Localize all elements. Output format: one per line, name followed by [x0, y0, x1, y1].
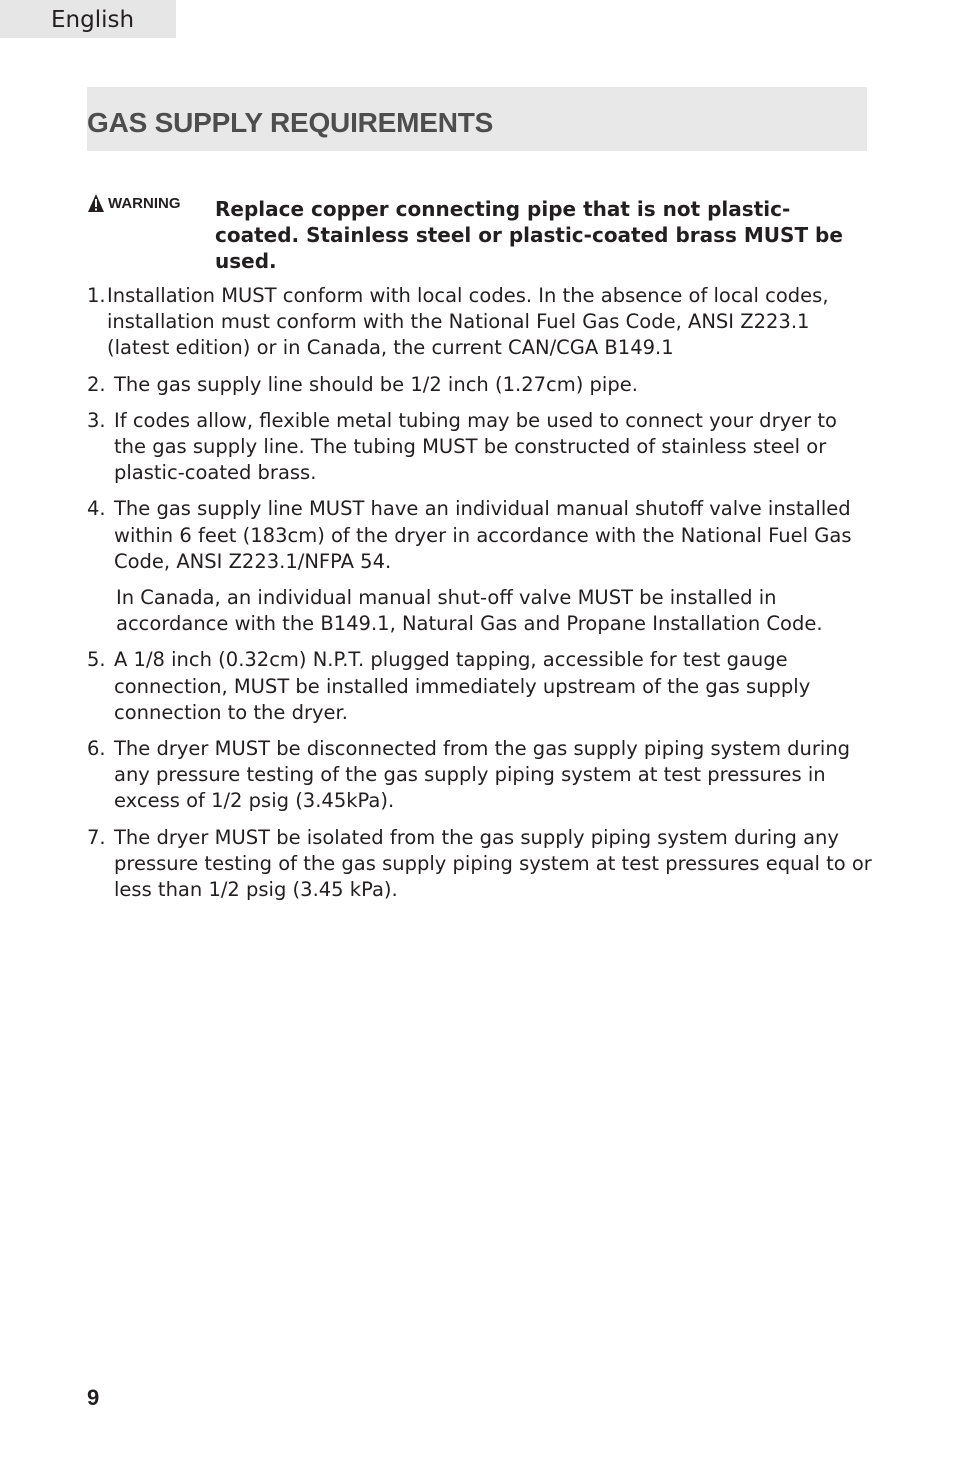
list-item-number: 1. — [87, 284, 106, 307]
list-item-number: 6. — [87, 737, 106, 761]
requirements-list — [87, 283, 872, 913]
list-item — [87, 408, 872, 487]
list-item-text: The gas supply line should be 1/2 inch (1.27cm) pipe. — [114, 372, 638, 396]
section-title-bar — [87, 87, 867, 151]
list-item — [87, 736, 872, 815]
list-item-number: 3. — [87, 408, 106, 432]
list-item-number: 5. — [87, 648, 106, 672]
list-item — [87, 283, 872, 362]
language-tab: English — [0, 0, 176, 38]
page-number: 9 — [87, 1385, 100, 1410]
list-item-text: A 1/8 inch (0.32cm) N.P.T. plugged tapping, accessible for test gauge connection, MUST be installed immediately upstream of the gas supply connection to the dryer. — [114, 648, 811, 724]
list-item — [87, 647, 872, 726]
section-title: GAS SUPPLY REQUIREMENTS — [87, 107, 494, 138]
warning-label-text: WARNING — [108, 194, 181, 212]
list-item — [87, 825, 872, 904]
list-item-text: The dryer MUST be disconnected from the gas supply piping system during any pressure testing of the gas supply piping system at test pressures in excess of 1/2 psig (3.45kPa). — [114, 737, 851, 813]
list-item-note: In Canada, an individual manual shut-off valve MUST be installed in accordance with the B149.1, Natural Gas and Propane Installation Code. — [116, 586, 823, 636]
warning-text: Replace copper connecting pipe that is not plastic-coated. Stainless steel or plastic-coated brass MUST be used. — [215, 197, 843, 273]
warning-triangle-icon — [88, 194, 104, 212]
warning-label — [88, 194, 181, 212]
list-item — [87, 372, 872, 398]
list-item-number: 2. — [87, 372, 106, 396]
list-item-text: If codes allow, flexible metal tubing may be used to connect your dryer to the gas supply line. The tubing MUST be constructed of stainless steel or plastic-coated brass. — [114, 408, 837, 485]
list-item-number: 7. — [87, 825, 106, 849]
list-item-text: The gas supply line MUST have an individual manual shutoff valve installed within 6 feet (183cm) of the dryer in accordance with the National Fuel Gas Code, ANSI Z223.1/NFPA 54. — [114, 497, 852, 573]
list-item-text: Installation MUST conform with local codes. In the absence of local codes, installation must conform with the National Fuel Gas Code, ANSI Z223.1 (latest edition) or in Canada, the current CAN/CGA B149.1 — [107, 284, 829, 360]
list-item-text: The dryer MUST be isolated from the gas supply piping system during any pressure testing of the gas supply piping system at test pressures equal to or less than 1/2 psig (3.45 kPa). — [114, 825, 872, 902]
list-item-number: 4. — [87, 497, 106, 521]
list-item — [87, 496, 872, 575]
